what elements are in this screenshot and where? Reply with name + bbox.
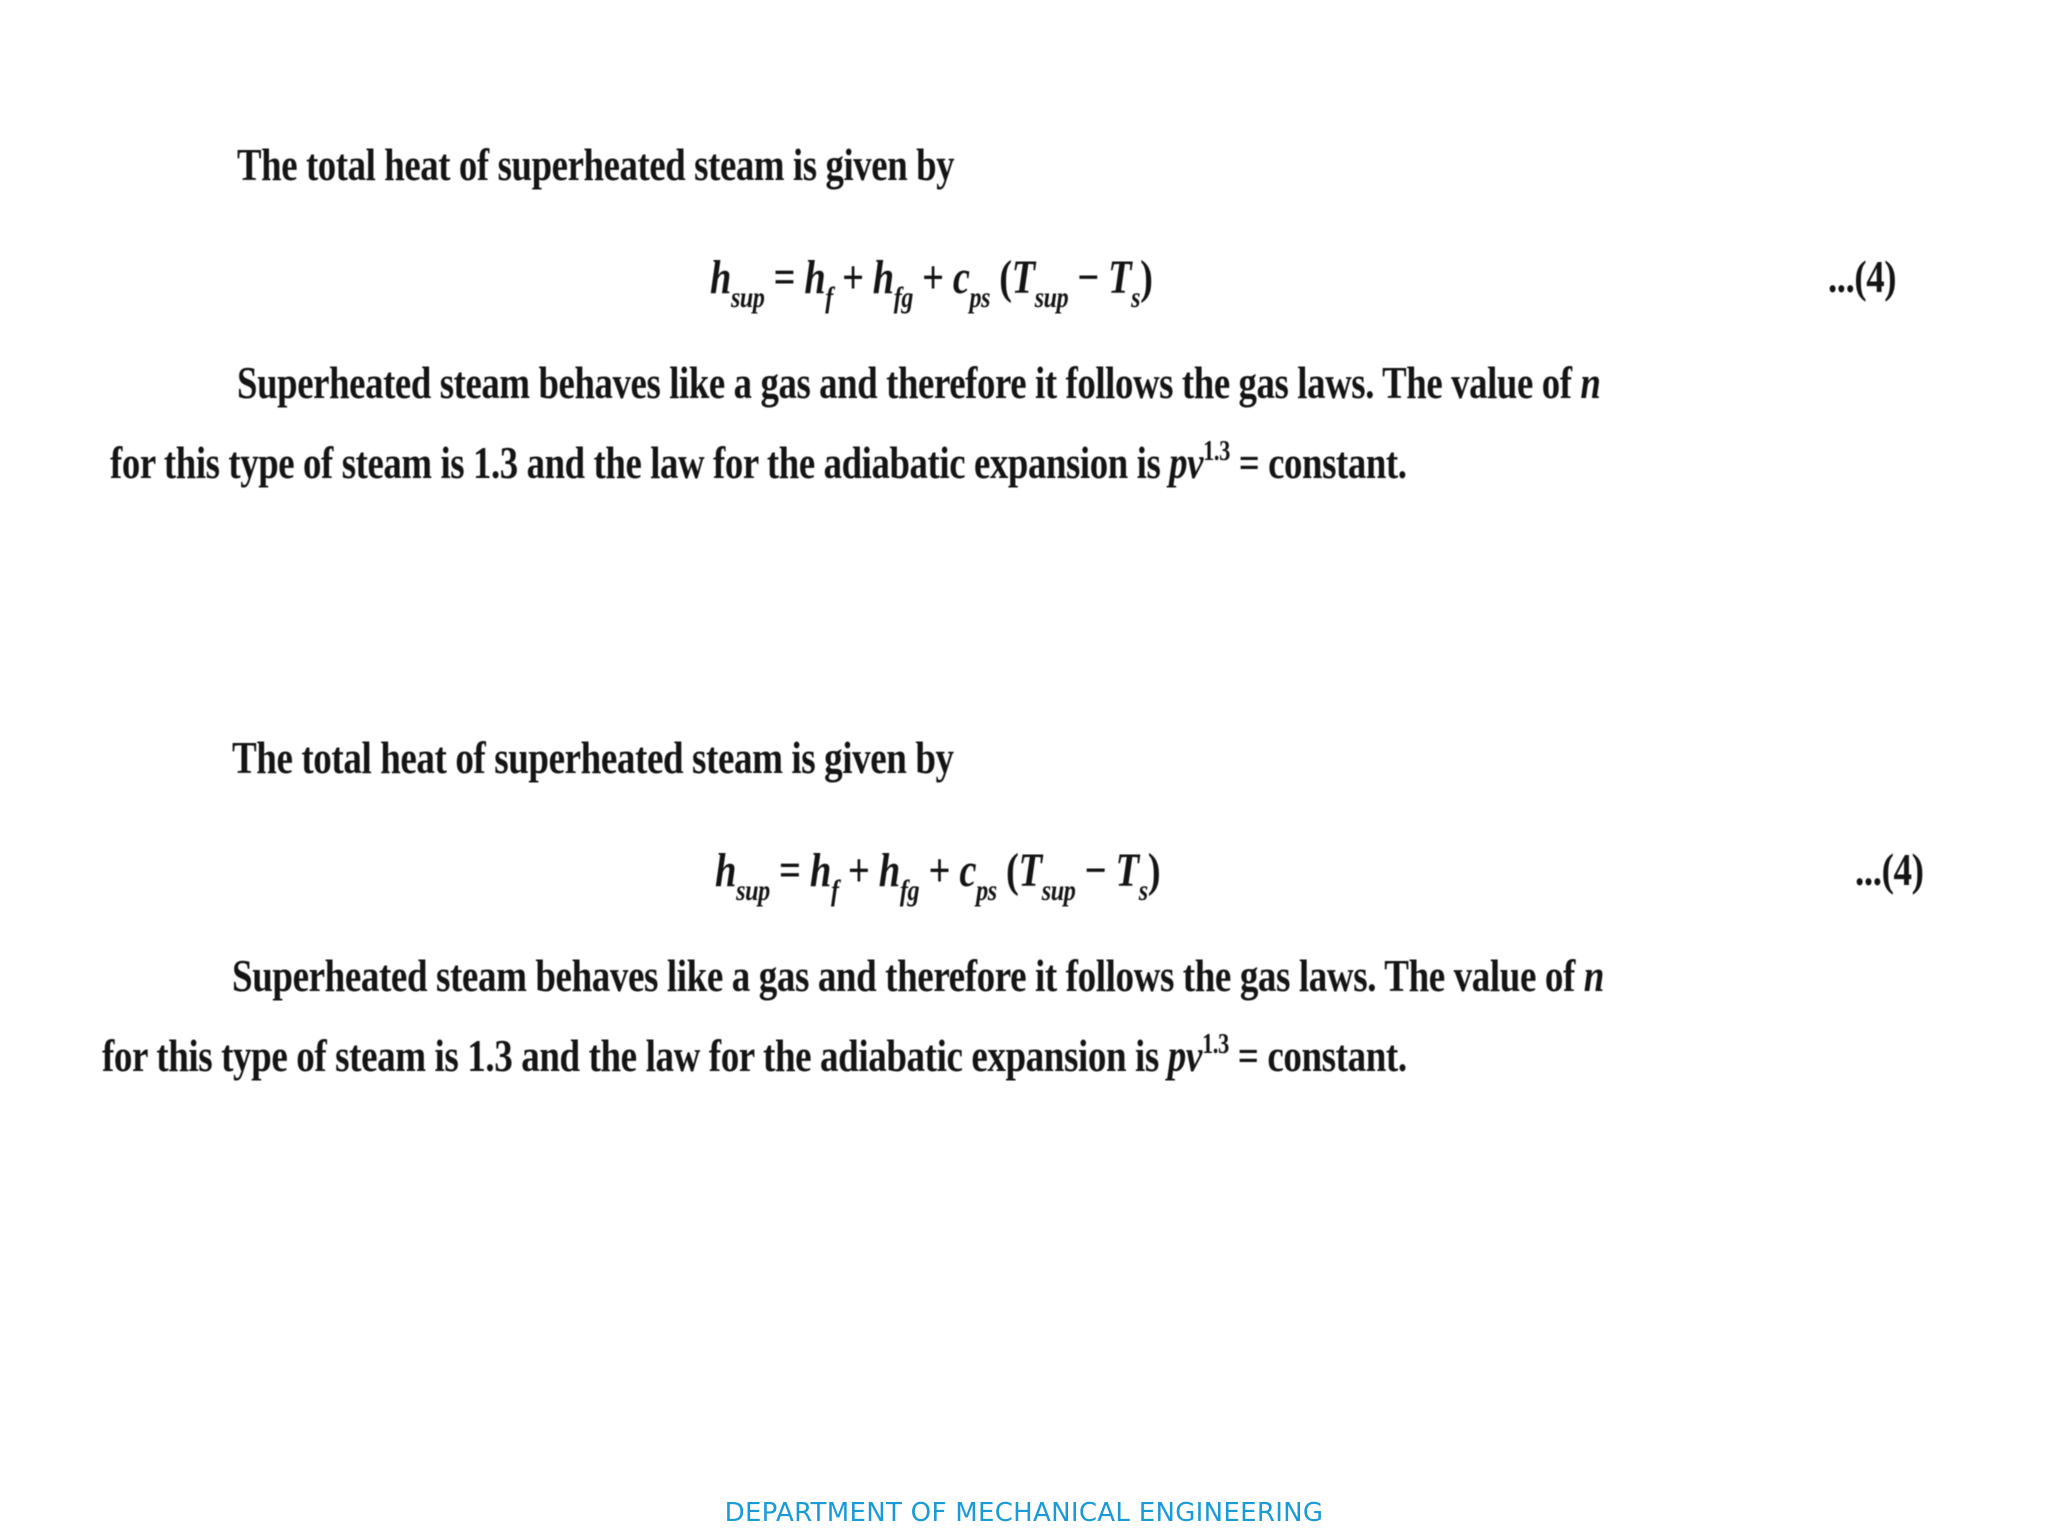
eq-term: h [804, 251, 826, 304]
paragraph-line-1 [237, 357, 1601, 408]
paragraph-line-2 [110, 436, 1407, 488]
eq-operator: ) [1140, 251, 1153, 304]
eq-term: h [872, 251, 894, 304]
eq-subscript: f [825, 281, 833, 314]
eq-operator: = [764, 251, 805, 304]
eq-operator: + [838, 844, 879, 897]
eq-term: c [959, 844, 977, 897]
eq-subscript: ps [976, 874, 997, 907]
eq-operator: ( [990, 251, 1012, 304]
paragraph-line-1 [232, 950, 1604, 1001]
eq-term: h [878, 844, 900, 897]
paragraph-text: = constant. [1228, 1030, 1407, 1081]
eq-subscript: sup [1041, 874, 1076, 907]
equation-number: ...(4) [1828, 251, 1897, 302]
exponent: 1.3 [1201, 1029, 1229, 1060]
variable-n: n [1583, 950, 1604, 1001]
eq-term: T [1115, 844, 1139, 897]
eq-operator: − [1068, 251, 1109, 304]
eq-term: h [715, 844, 737, 897]
department-footer: DEPARTMENT OF MECHANICAL ENGINEERING [724, 1498, 1324, 1528]
eq-term: h [710, 251, 731, 304]
eq-term: T [1108, 251, 1132, 304]
variable-pv: pv [1167, 1030, 1202, 1081]
eq-subscript: sup [730, 281, 765, 314]
paragraph-text: Superheated steam behaves like a gas and therefore it follows the gas laws. The value of [232, 950, 1584, 1001]
eq-term: h [809, 844, 832, 897]
exponent: 1.3 [1203, 436, 1230, 467]
paragraph-text: = constant. [1229, 437, 1407, 488]
equation-number: ...(4) [1855, 844, 1924, 895]
variable-n: n [1580, 357, 1601, 408]
eq-subscript: s [1138, 874, 1148, 907]
eq-subscript: s [1131, 281, 1141, 314]
eq-operator: + [919, 844, 960, 897]
eq-subscript: sup [1034, 281, 1069, 314]
eq-subscript: fg [893, 281, 913, 314]
eq-subscript: ps [969, 281, 991, 314]
paragraph-text: for this type of steam is 1.3 and the law for the adiabatic expansion is [110, 437, 1170, 488]
superheat-enthalpy-equation [710, 251, 1153, 314]
paragraph-text: Superheated steam behaves like a gas and therefore it follows the gas laws. The value of [237, 357, 1581, 408]
eq-operator: + [912, 251, 953, 304]
excerpt-intro-line: The total heat of superheated steam is given by [232, 732, 954, 783]
eq-subscript: fg [899, 874, 920, 907]
eq-term: T [1018, 844, 1042, 897]
eq-operator: ( [996, 844, 1019, 897]
excerpt-intro-line: The total heat of superheated steam is given by [237, 139, 955, 190]
eq-term: T [1011, 251, 1035, 304]
paragraph-line-2 [102, 1029, 1407, 1081]
eq-operator: = [769, 844, 810, 897]
paragraph-text: for this type of steam is 1.3 and the law for the adiabatic expansion is [102, 1030, 1168, 1081]
eq-subscript: sup [736, 874, 770, 907]
eq-operator: ) [1147, 844, 1161, 897]
variable-pv: pv [1169, 437, 1204, 488]
eq-operator: + [832, 251, 873, 304]
superheat-enthalpy-equation [715, 844, 1161, 907]
eq-operator: − [1075, 844, 1116, 897]
eq-subscript: f [831, 874, 839, 907]
eq-term: c [952, 251, 970, 304]
